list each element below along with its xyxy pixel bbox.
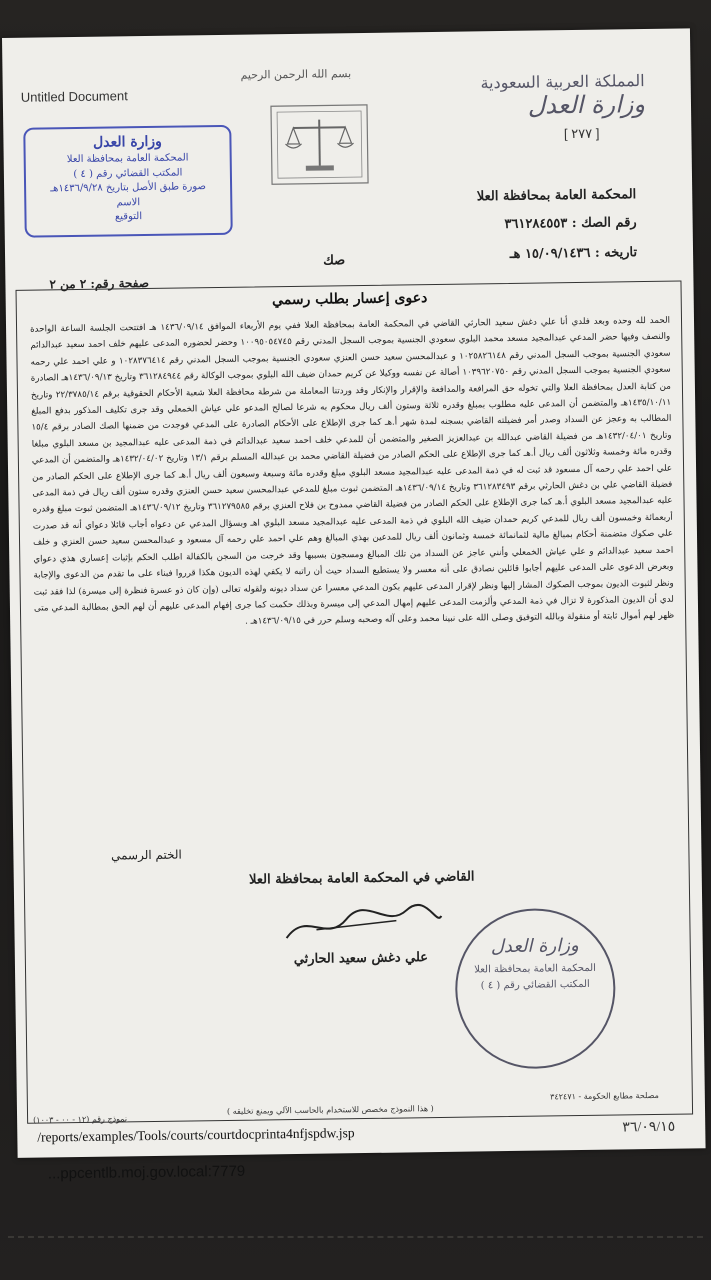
judge-name: علي دغش سعيد الحارثي — [293, 950, 429, 968]
document-title: دعوى إعسار بطلب رسمي — [271, 290, 428, 309]
deed-number: رقم الصك : ٣٦١٢٨٤٥٥٣ — [504, 215, 637, 233]
printed-date: ٣٦/٠٩/١٥ — [622, 1119, 676, 1136]
stamp-ministry: وزارة العدل — [92, 133, 162, 151]
stamp-signature-field: التوقيع — [114, 211, 143, 223]
seal-ministry: وزارة العدل — [490, 935, 579, 958]
stamp-name-field: الاسم — [116, 196, 141, 209]
bismillah-heading: بسم الله الرحمن الرحيم — [240, 67, 352, 82]
deed-label: صك — [323, 253, 346, 269]
form-number: نموذج رقم (١٢ - ٠٠ - ١٠٠٣) — [33, 1114, 128, 1125]
page-number: صفحة رقم: ٢ من ٢ — [49, 275, 150, 292]
deed-date: تاريخه : ١٥/٠٩/١٤٣٦ هـ — [509, 245, 638, 262]
ministry-name: وزارة العدل — [527, 90, 646, 120]
judge-title: القاضي في المحكمة العامة بمحافظة العلا — [248, 869, 475, 888]
seal-court: المحكمة العامة بمحافظة العلا — [474, 962, 596, 976]
kingdom-name: المملكة العربية السعودية — [480, 71, 645, 93]
certified-copy-stamp — [23, 125, 233, 238]
document-number: [ ٢٧٧ ] — [563, 125, 600, 142]
stamp-court: المحكمة العامة بمحافظة العلا — [66, 152, 189, 166]
justice-emblem-icon — [265, 101, 374, 188]
judgment-body-text: الحمد لله وحده وبعد فلدي أنا علي دغش سعيد الحارثي القاضي في المحكمة العامة بمحافظة العلا ففي يوم الأربعاء الموافق ١٤٣٦/٠٩/١٤ هـ افتتحت الجلسة الساعة الواحدة والنصف وفيها حضر المدعي عبدالمجيد مسعد محمد البلوي سعودي الجنسية بموجب السجل المدني رقم ١٠٠٩٥٠٥٤٧٤٥ وحضر لحضوره المدعى عليهم خلف احمد سعيد عبدالدائم سعودي الجنسية بموجب السجل المدني رقم ١٠٢٥٨٢٦١٤٨ و عبدالمحسن سعيد حسن العنزي سعودي الجنسية بموجب السجل المدني رقم ١٠٢٨٣٧٦٤١٤ و علي احمد علي رحمه سعودي الجنسية بموجب السجل المدني رقم ١٠٣٩٦٢٠٧٥٠ أصالة عن نفسه ووكيلا عن كريم حمدان ضيف الله البلوي بموجب الوكالة رقم ٣٦١٢٨٤٩٤٤ وتاريخ ١٤٣٦/٠٩/١٣هـ الصادرة من كتابة العدل بمحافظة العلا والتي تخوله حق المرافعة والمدافعة والإقرار والإنكار وقد وردتنا المعاملة من شرطة محافظة العلا شعبة الأحكام الحقوقية برقم ٢٢/٣٧٨٥/١٤ وتاريخ ١٤٣٥/١٠/١١هـ والمتضمن أن المدعى عليه مطلوب بمبلغ وقدره ثلاثة وستون ألف ريال محكوم به شرعا لصالح المدعو علي عياش الخمعلي وقد جرى تكليف المذكور بدفع المبلغ المطالب به وعجز عن السداد وصدر أمر فضيلته القاضي بسجنه لمدة شهر أ.هـ كما جرى الإطلاع على الأحكام الصادرة على المدعي فوجدت من ضمنها الصك الصادر برقم ١٥/٤ وتاريخ ١٤٣٢/٠٤/٠١هـ من فضيلة القاضي عبدالله بن عبدالعزيز الصغير والمتضمن أن للمدعي خلف احمد سعيد عبدالدائم في ذمة المدعى عليه عبدالمجيد بن مسعد البلوي مبلغا وقدره مائة وخمسة وثلاثون ألف ريال أ.هـ كما جرى الإطلاع على الحكم الصادر من فضيلة القاضي محمد بن عبدالله المسلم برقم ١٣/١ وتاريخ ١٤٣٢/٠٤/٠٢هـ والمتضمن أن المدعي علي احمد علي رحمه آل مسعود قد ثبت له في ذمة المدعى عليه عبدالمجيد مسعد البلوي مبلغ وقدره مائة وسبعة وسبعون ألف ريال أ.هـ كما جرى الإطلاع على الحكم الصادر من فضيلة القاضي علي بن دغش الحارثي برقم ٣٦١٢٨٣٤٩٣ وتاريخ ١٤٣٦/٠٩/١٤هـ المتضمن ثبوت مبلغ للمدعي عبدالمحسن سعيد حسن العنزي وقدره ستون ألف ريال في ذمة المدعى عليه عبدالمجيد مسعد البلوي أ.هـ كما جرى الإطلاع على الحكم الصادر من فضيلة القاضي ممدوح بن فلاح العنزي برقم ٣٦١٢٧٩٥٨٥ وتاريخ ١٤٣٦/٠٩/١٢هـ المتضمن ثبوت مبلغ وقدره أربعمائة وخمسون ألف ريال للمدعي كريم حمدان ضيف الله البلوي في ذمة المدعى عليه عبدالمجيد مسعد البلوي اهـ وبسؤال المدعي عن دعواه أجاب قائلا دعواي أنه قد صدرت علي صكوك متضمنة أحكام بمبالغ مالية لثمانمائة خمسة وثمانون ألف ريال للمدعين بهذي المبالغ وهم علي احمد علي رحمه آل مسعود و عبدالمحسن سعيد حسن العنزي و خلف احمد سعيد عبدالدائم و علي عياش الخمعلي وأنني عاجز عن السداد من تلك المبالغ ومسجون بسببها وقد خرجت من السجن بالكفالة اطلب الحكم بإثبات إعساري هذي دعواي وبعرض الدعوى على المدعى عليهم أجابوا قائلين نصادق على أنه معسر ولا يستطيع السداد حيث أن راتبه لا يكفي لهذه الديون هكذا قرروا فبناء على ما تقدم من الدعوى والإجابة ونظر لثبوت الديون بموجب الصكوك المشار إليها ونظر لإقرار المدعى عليهم بكون المدعي معسرا عن سداد ديونه ولقوله تعالى (وإن كان ذو عسرة فنظرة إلى ميسرة) لذا فقد ثبت لدي أن الديون المذكورة لا تزال في ذمة المدعي وألزمت المدعى عليهم إمهال المدعي إلى ميسرة وبذلك حكمت كما جرى إفهام المدعى عليهم أن لهم الحق بمطالبة المدعي متى ظهر لهم أموال ثابتة أو منقولة وبالله التوفيق وصلى الله على نبينا محمد وعلى آله وصحبه وسلم حرر في ١٤٣٦/٠٩/١٥هـ . — [30, 315, 675, 627]
judge-signature-icon — [276, 898, 447, 950]
stamp-certified-date: صورة طبق الأصل بتاريخ ١٤٣٦/٩/٢٨هـ — [50, 181, 207, 195]
seal-office: المكتب القضائي رقم ( ٤ ) — [480, 978, 590, 992]
report-url-path: /reports/examples/Tools/courts/courtdocprinta4nfjspdw.jsp — [37, 1125, 355, 1145]
report-url-host: ...ppcentlb.moj.gov.local:7779 — [47, 1162, 246, 1183]
official-seal-label: الختم الرسمي — [110, 847, 182, 863]
ministry-logo — [480, 71, 645, 120]
court-name: المحكمة العامة بمحافظة العلا — [476, 187, 637, 205]
form-usage-notice: ( هذا النموذج مخصص للاستخدام بالحاسب الآلي ويمنع تخليقه ) — [226, 1104, 434, 1116]
print-house-info: مصلحة مطابع الحكومة - ٣٤٢٤٧١ — [550, 1090, 659, 1102]
untitled-document-label: Untitled Document — [20, 88, 128, 105]
folder-stitching — [8, 1236, 703, 1240]
stamp-office: المكتب القضائي رقم ( ٤ ) — [73, 167, 183, 180]
court-document-page — [2, 28, 706, 1183]
